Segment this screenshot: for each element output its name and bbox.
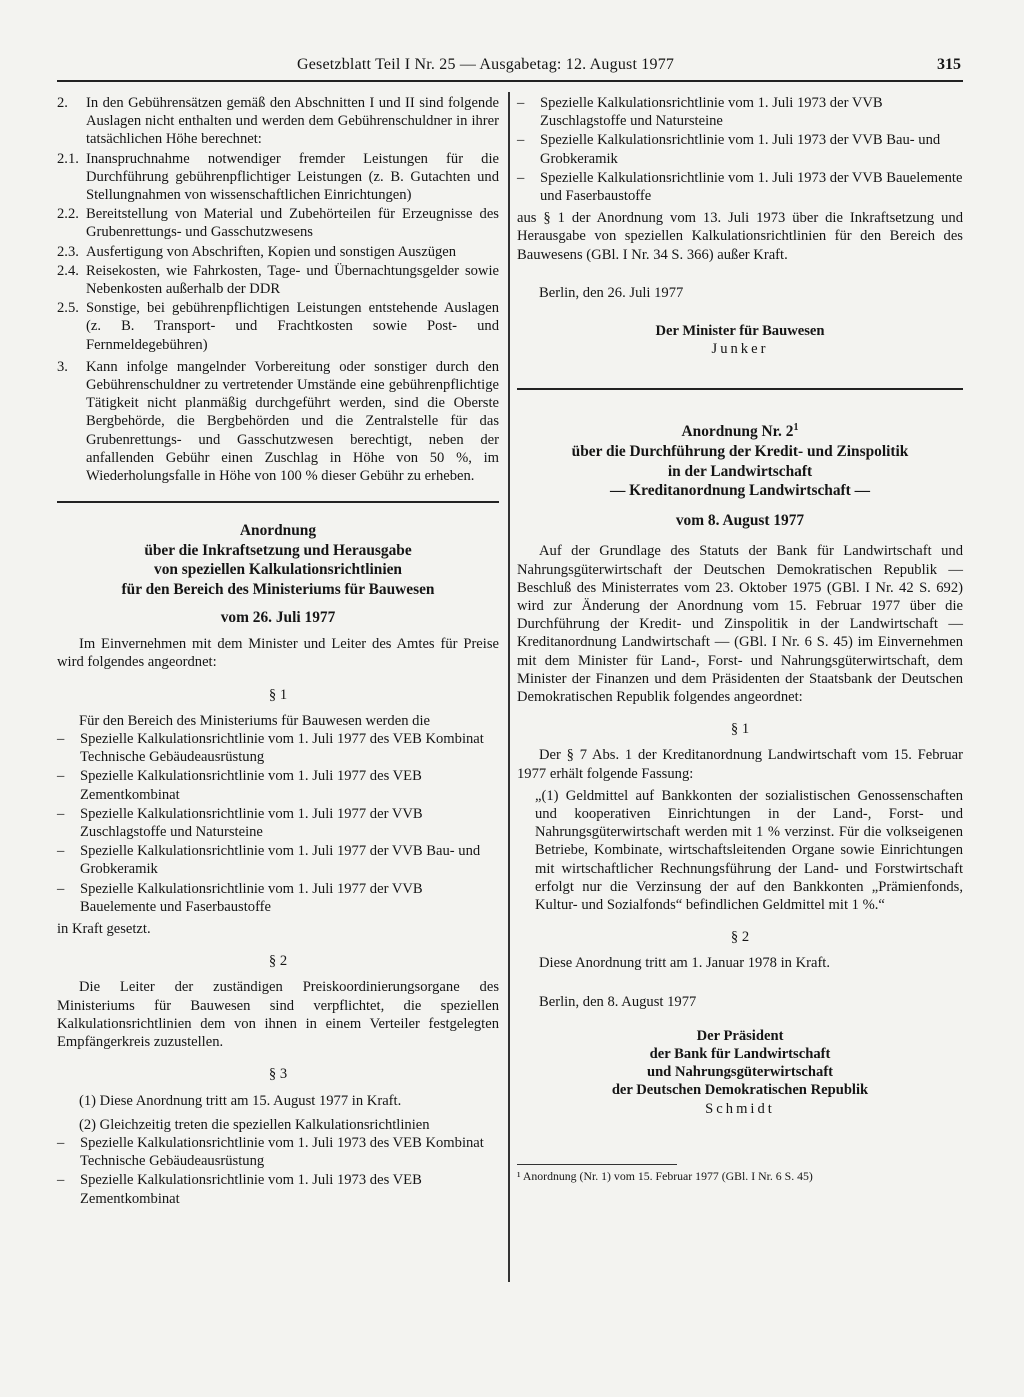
footnote-rule bbox=[517, 1164, 677, 1165]
ordinance-intro: Im Einvernehmen mit dem Minister und Leiter des Amtes für Preise wird folgendes angeordnet: bbox=[57, 636, 499, 671]
paragraph-text: (1) Diese Anordnung tritt am 15. August 1977 in Kraft. bbox=[79, 1092, 402, 1109]
paragraph-text: Der § 7 Abs. 1 der Kreditanordnung Landwirtschaft vom 15. Februar 1977 erhält folgende Fassung: bbox=[517, 747, 963, 782]
list-item: – Spezielle Kalkulationsrichtlinie vom 1. Juli 1973 der VVB Zuschlagstoffe und Natursteine bbox=[517, 95, 883, 130]
paragraph-text: Für den Bereich des Ministeriums für Bauwesen werden die bbox=[79, 712, 430, 729]
list-item: 2.3. Ausfertigung von Abschriften, Kopien und sonstigen Auszügen bbox=[57, 243, 457, 260]
column-divider bbox=[508, 92, 510, 1282]
list-item: 2.2. Bereitstellung von Material und Zubehörteilen für Erzeugnisse des Grubenrettungs- und Gasschutzwesens bbox=[57, 206, 499, 241]
header-rule bbox=[57, 80, 963, 82]
list-item: – Spezielle Kalkulationsrichtlinie vom 1. Juli 1977 der VVB Zuschlagstoffe und Natursteine bbox=[57, 805, 423, 841]
paragraph-text: (2) Gleichzeitig treten die speziellen Kalkulationsrichtlinien bbox=[79, 1116, 430, 1133]
place-date: Berlin, den 8. August 1977 bbox=[539, 993, 697, 1010]
paragraph-text: in Kraft gesetzt. bbox=[57, 921, 151, 938]
list-item: – Spezielle Kalkulationsrichtlinie vom 1. Juli 1977 der VVB Bau- und Grobkeramik bbox=[57, 843, 481, 878]
list-item: – Spezielle Kalkulationsrichtlinie vom 1. Juli 1973 der VVB Bau- und Grobkeramik bbox=[517, 132, 941, 167]
paragraph-text: Diese Anordnung tritt am 1. Januar 1978 in Kraft. bbox=[539, 955, 831, 972]
list-item: – Spezielle Kalkulationsrichtlinie vom 1. Juli 1973 des VEB Zementkombinat bbox=[57, 1172, 422, 1207]
ordinance-title: Anordnung über die Inkraftsetzung und Herausgabe von speziellen Kalkulationsrichtlinien für den Bereich des Ministeriums für Bauwesen bbox=[121, 522, 435, 599]
paragraph-heading: § 1 bbox=[268, 686, 288, 703]
paragraph-heading: § 2 bbox=[268, 953, 288, 970]
list-item: 2.1. Inanspruchnahme notwendiger fremder Leistungen für die Durchführung gebührenpflichtiger Leistungen (z. B. Gutachten und Stellungnahmen von wissenschaftlichen Einrichtungen) bbox=[57, 150, 499, 204]
list-item: – Spezielle Kalkulationsrichtlinie vom 1. Juli 1973 des VEB Kombinat Technische Gebäudeausrüstung bbox=[57, 1134, 484, 1170]
paragraph-heading: § 2 bbox=[730, 929, 750, 946]
list-item: – Spezielle Kalkulationsrichtlinie vom 1. Juli 1977 des VEB Kombinat Technische Gebäudeausrüstung bbox=[57, 731, 484, 766]
list-item: 2.4. Reisekosten, wie Fahrkosten, Tage- und Übernachtungsgelder sowie Nebenkosten außerhalb der DDR bbox=[57, 262, 499, 298]
list-item: – Spezielle Kalkulationsrichtlinie vom 1. Juli 1973 der VVB Bauelemente und Faserbaustoffe bbox=[517, 169, 963, 205]
ordinance-date: vom 8. August 1977 bbox=[675, 511, 805, 529]
list-item: – Spezielle Kalkulationsrichtlinie vom 1. Juli 1977 der VVB Bauelemente und Faserbaustoffe bbox=[57, 880, 423, 915]
list-item: 2. In den Gebührensätzen gemäß den Abschnitten I und II sind folgende Auslagen nicht enthalten und werden dem Gebührenschuldner in ihrer tatsächlichen Höhe berechnet: bbox=[57, 95, 499, 148]
list-item: – Spezielle Kalkulationsrichtlinie vom 1. Juli 1977 des VEB Zementkombinat bbox=[57, 768, 422, 803]
signer-name: Schmidt bbox=[705, 1100, 775, 1117]
list-item: 3. Kann infolge mangelnder Vorbereitung oder sonstiger durch den Gebührenschuldner zu vertretender Umstände eine gebührenpflichtige Tätigkeit nicht planmäßig durchgeführt werden, sind die Oberste Bergbehörde, die Bergbehörden und die Zentralstelle für das Grubenrettungs- und Gasschutzwesen berechtigt, neben der anfallenden Gebühr einen Zuschlag in Höhe von 50 %, im Wiederholungsfalle in Höhe von 100 % dieser Gebühr zu erheben. bbox=[57, 358, 499, 485]
paragraph-heading: § 1 bbox=[730, 721, 750, 738]
ordinance-date: vom 26. Juli 1977 bbox=[220, 608, 336, 626]
ordinance-intro: Auf der Grundlage des Statuts der Bank für Landwirtschaft und Nahrungsgüterwirtschaft der Deutschen Demokratischen Republik — Beschluß des Ministerrates vom 23. Oktober 1975 (GBl. I Nr. 42 S. 692) wird zur Änderung der Anordnung vom 15. Februar 1977 über die Durchführung der Kredit- und Zinspolitik in der Landwirtschaft — Kreditanordnung Landwirtschaft — (GBl. I Nr. 6 S. 45) im Einvernehmen mit dem Minister für Land-, Forst- und Nahrungsgüterwirtschaft, dem Minister der Finanzen und dem Präsidenten der Staatsbank der Deutschen Demokratischen Republik folgendes angeordnet: bbox=[517, 543, 963, 706]
paragraph-text: aus § 1 der Anordnung vom 13. Juli 1973 über die Inkraftsetzung und Herausgabe von speziellen Kalkulationsrichtlinien für den Bereich des Bauwesens (GBl. I Nr. 34 S. 366) außer Kraft. bbox=[517, 210, 963, 263]
list-item: 2.5. Sonstige, bei gebührenpflichtigen Leistungen entstehende Auslagen (z. B. Transport- und Frachtkosten sowie Post- und Fernmeldegebühren) bbox=[57, 300, 499, 353]
page-header bbox=[57, 56, 963, 78]
ordinance-title: Anordnung Nr. $2^1$ über die Durchführung der Kredit- und Zinspolitik in der Landwirtschaft — Kreditanordnung Landwirtschaft — bbox=[571, 422, 909, 500]
footnote-marker: 1 bbox=[793, 422, 799, 434]
section-separator bbox=[57, 501, 499, 503]
right-column bbox=[517, 94, 963, 1184]
quoted-text: „(1) Geldmittel auf Bankkonten der sozialistischen Genossenschaften und kooperativen Einrichtungen in der Land-, Forst- und Nahrungsgüterwirtschaft werden mit 1 % verzinst. Für die volkseigenen Betriebe, Kombinate, wirtschaftsleitenden Organe sowie Einrichtungen mit wirtschaftlicher Rechnungsführung der Land- und Forstwirtschaft erfolgt nur die Verzinsung der auf den Bankkonten „Prämienfonds, Kultur- und Sozialfonds“ befindlichen Geldmittel mit 1 %.“ bbox=[535, 787, 963, 914]
page-number: 315 bbox=[937, 56, 961, 73]
signer-title: Der Minister für Bauwesen bbox=[655, 323, 825, 340]
paragraph-text: Die Leiter der zuständigen Preiskoordinierungsorgane des Ministeriums für Bauwesen sind verpflichtet, die speziellen Kalkulationsrichtlinien dem von ihnen in einem Verteiler festgelegten Empfängerkreis zuzustellen. bbox=[57, 979, 499, 1051]
signer-name: Junker bbox=[711, 341, 769, 358]
header-title: Gesetzblatt Teil I Nr. 25 — Ausgabetag: 12. August 1977 bbox=[297, 56, 675, 73]
footnote: ¹ Anordnung (Nr. 1) vom 15. Februar 1977 (GBl. I Nr. 6 S. 45) bbox=[517, 1168, 813, 1183]
signer-title: Der Präsident der Bank für Landwirtschaft und Nahrungsgüterwirtschaft der Deutschen Demokratischen Republik bbox=[611, 1027, 869, 1099]
section-separator bbox=[517, 388, 963, 390]
place-date: Berlin, den 26. Juli 1977 bbox=[539, 284, 684, 301]
paragraph-heading: § 3 bbox=[268, 1066, 288, 1083]
left-column bbox=[57, 94, 499, 1209]
